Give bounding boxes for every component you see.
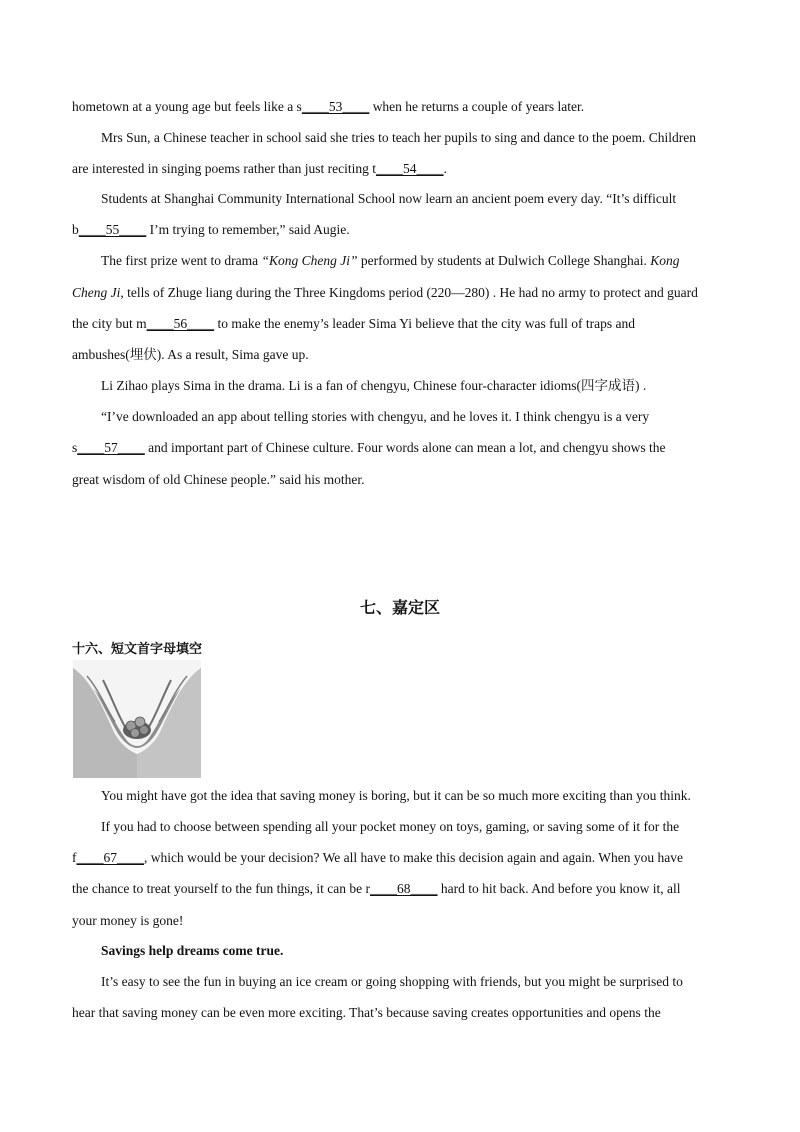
text-line [72, 315, 732, 333]
blank-55[interactable]: ____55____ [78, 222, 147, 237]
blank-57[interactable]: ____57____ [77, 440, 145, 455]
text: , tells of Zhuge liang during the Three Kingdoms period (220—280) . He had no army to protect and guard [120, 285, 698, 300]
text-line [72, 439, 732, 457]
text-line [72, 849, 732, 867]
text: performed by students at Dulwich College Shanghai. [357, 253, 651, 268]
text-line: Li Zihao plays Sima in the drama. Li is a fan of chengyu, Chinese four-character idioms(四字成语) . [101, 378, 647, 393]
text: I’m trying to remember,” said Augie. [146, 222, 350, 237]
text: f [72, 850, 77, 865]
blank-53[interactable]: ____53____ [301, 99, 370, 114]
text-line: Mrs Sun, a Chinese teacher in school said she tries to teach her pupils to sing and dance to the poem. Children [101, 130, 696, 145]
text: hard to hit back. And before you know it, all [437, 881, 681, 896]
text-line: ambushes(埋伏). As a result, Sima gave up. [72, 347, 309, 362]
text-line: If you had to choose between spending all your pocket money on toys, gaming, or saving some of it for the [101, 819, 680, 834]
text: The first prize went to drama [101, 253, 262, 268]
text-line: “I’ve downloaded an app about telling stories with chengyu, and he loves it. I think chengyu is a very [101, 409, 650, 424]
text: b [72, 222, 79, 237]
text: to make the enemy’s leader Sima Yi believe that the city was full of traps and [214, 316, 635, 331]
text-line: You might have got the idea that saving money is boring, but it can be so much more exciting than you think. [101, 788, 691, 803]
text-line: hear that saving money can be even more exciting. That’s because saving creates opportunities and opens the [72, 1005, 661, 1020]
text: s [72, 440, 78, 455]
text: hometown at a young age but feels like a s [72, 99, 302, 114]
blank-68[interactable]: ____68____ [370, 881, 438, 896]
text: when he returns a couple of years later. [369, 99, 585, 114]
section-title: 七、嘉定区 [359, 598, 440, 617]
subheading-savings: Savings help dreams come true. [101, 943, 284, 958]
text: . [443, 161, 447, 176]
blank-67[interactable]: ____67____ [76, 850, 144, 865]
text-line [72, 284, 732, 302]
text-line: Students at Shanghai Community International School now learn an ancient poem every day. “It’s difficult [101, 191, 677, 206]
text: are interested in singing poems rather than just reciting t [72, 161, 377, 176]
text-line [72, 98, 732, 116]
text-line [72, 160, 732, 178]
text-line: great wisdom of old Chinese people.” said his mother. [72, 472, 365, 487]
blank-56[interactable]: ____56____ [146, 316, 215, 331]
drama-title: Kong [650, 253, 680, 268]
blank-54[interactable]: ____54____ [376, 161, 444, 176]
cupped-hands-coins-illustration [73, 660, 201, 778]
drama-title: “Kong Cheng Ji” [261, 253, 358, 268]
text-line: It’s easy to see the fun in buying an ice cream or going shopping with friends, but you might be surprised to [101, 974, 683, 989]
text-line [72, 221, 732, 239]
text: the chance to treat yourself to the fun things, it can be r [72, 881, 371, 896]
text-line [101, 252, 731, 270]
text-line: your money is gone! [72, 913, 184, 928]
drama-title: Cheng Ji [72, 285, 121, 300]
text: and important part of Chinese culture. Four words alone can mean a lot, and chengyu shows the [144, 440, 666, 455]
text-line [72, 880, 732, 898]
section-subheading: 十六、短文首字母填空 [72, 642, 203, 657]
text: , which would be your decision? We all have to make this decision again and again. When you have [144, 850, 684, 865]
text: the city but m [72, 316, 147, 331]
